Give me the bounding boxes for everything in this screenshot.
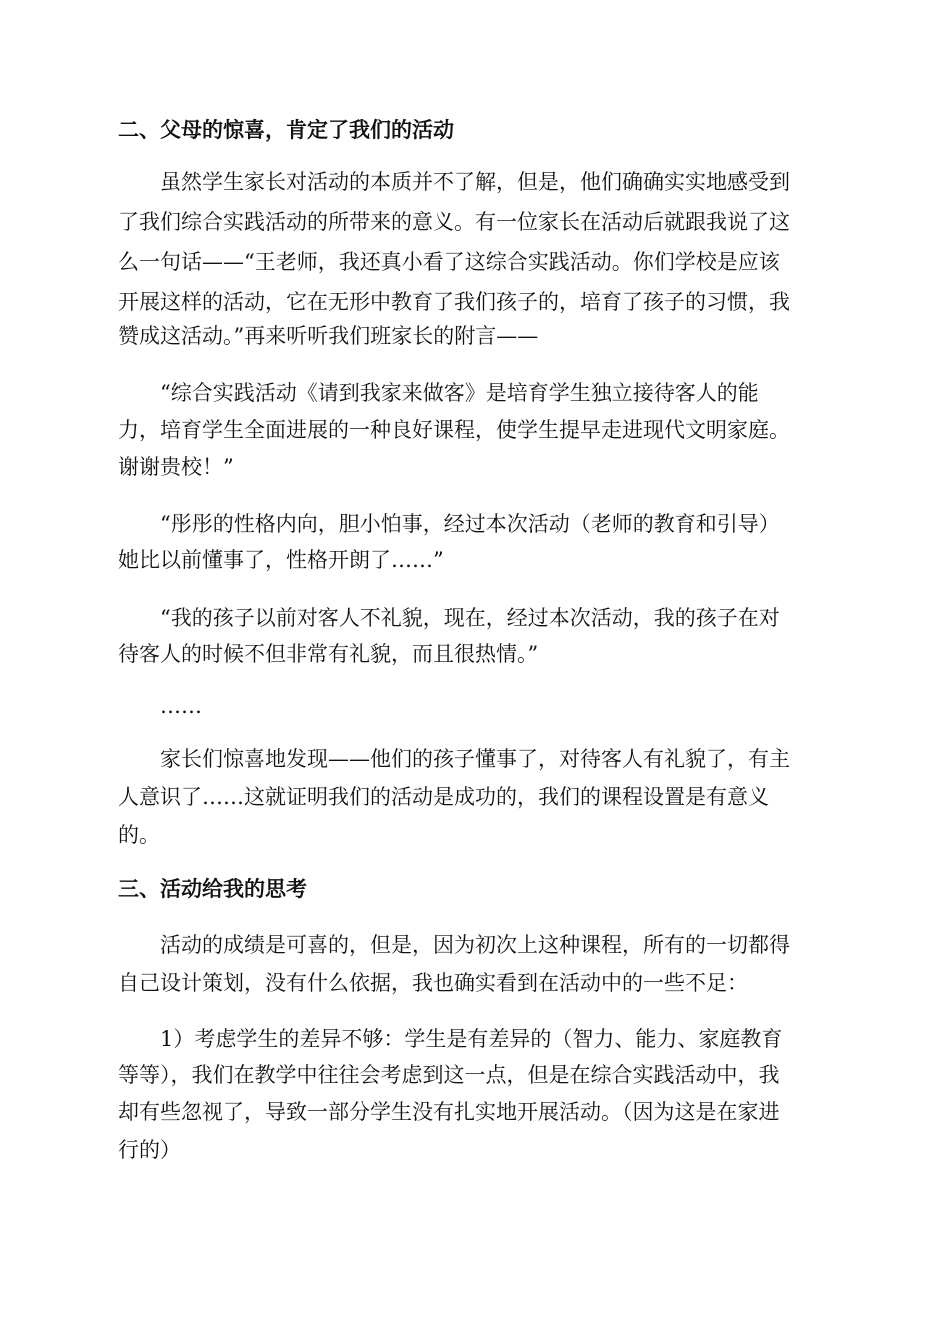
ellipsis: …… [160, 694, 202, 718]
section-heading: 三、活动给我的思考 [118, 876, 307, 901]
quote-line: 谢谢贵校！” [118, 455, 234, 479]
paragraph-line: 了我们综合实践活动的所带来的意义。有一位家长在活动后就跟我说了这 [118, 210, 790, 234]
quote-line: “我的孩子以前对客人不礼貌，现在，经过本次活动，我的孩子在对 [160, 606, 780, 630]
paragraph-line: 自己设计策划，没有什么依据，我也确实看到在活动中的一些不足： [118, 971, 748, 995]
quote-line: “彤彤的性格内向，胆小怕事，经过本次活动（老师的教育和引导） [160, 512, 780, 536]
paragraph-line: 赞成这活动。”再来听听我们班家长的附言—— [118, 324, 539, 348]
paragraph-line: 活动的成绩是可喜的，但是，因为初次上这种课程，所有的一切都得 [160, 933, 790, 957]
section-heading: 二、父母的惊喜，肯定了我们的活动 [118, 117, 454, 142]
paragraph-line: 家长们惊喜地发现——他们的孩子懂事了，对待客人有礼貌了，有主 [160, 747, 790, 771]
quote-line: “综合实践活动《请到我家来做客》是培育学生独立接待客人的能 [160, 381, 759, 405]
list-item-line: 却有些忽视了，导致一部分学生没有扎实地开展活动。（因为这是在家进 [118, 1100, 780, 1124]
paragraph-line: 人意识了……这就证明我们的活动是成功的，我们的课程设置是有意义 [118, 785, 769, 809]
quote-line: 待客人的时候不但非常有礼貌，而且很热情。” [118, 642, 539, 666]
paragraph-line: 么一句话——“王老师，我还真小看了这综合实践活动。你们学校是应该 [118, 250, 780, 274]
list-item-line: 行的） [118, 1138, 181, 1162]
paragraph-line: 虽然学生家长对活动的本质并不了解，但是，他们确确实实地感受到 [160, 170, 790, 194]
paragraph-line: 的。 [118, 823, 160, 847]
list-item-line: 1）考虑学生的差异不够：学生是有差异的（智力、能力、家庭教育 [160, 1027, 783, 1051]
quote-line: 力，培育学生全面进展的一种良好课程，使学生提早走进现代文明家庭。 [118, 418, 790, 442]
paragraph-line: 开展这样的活动，它在无形中教育了我们孩子的，培育了孩子的习惯，我 [118, 290, 790, 314]
quote-line: 她比以前懂事了，性格开朗了……” [118, 548, 444, 572]
list-item-line: 等等），我们在教学中往往会考虑到这一点，但是在综合实践活动中，我 [118, 1063, 780, 1087]
